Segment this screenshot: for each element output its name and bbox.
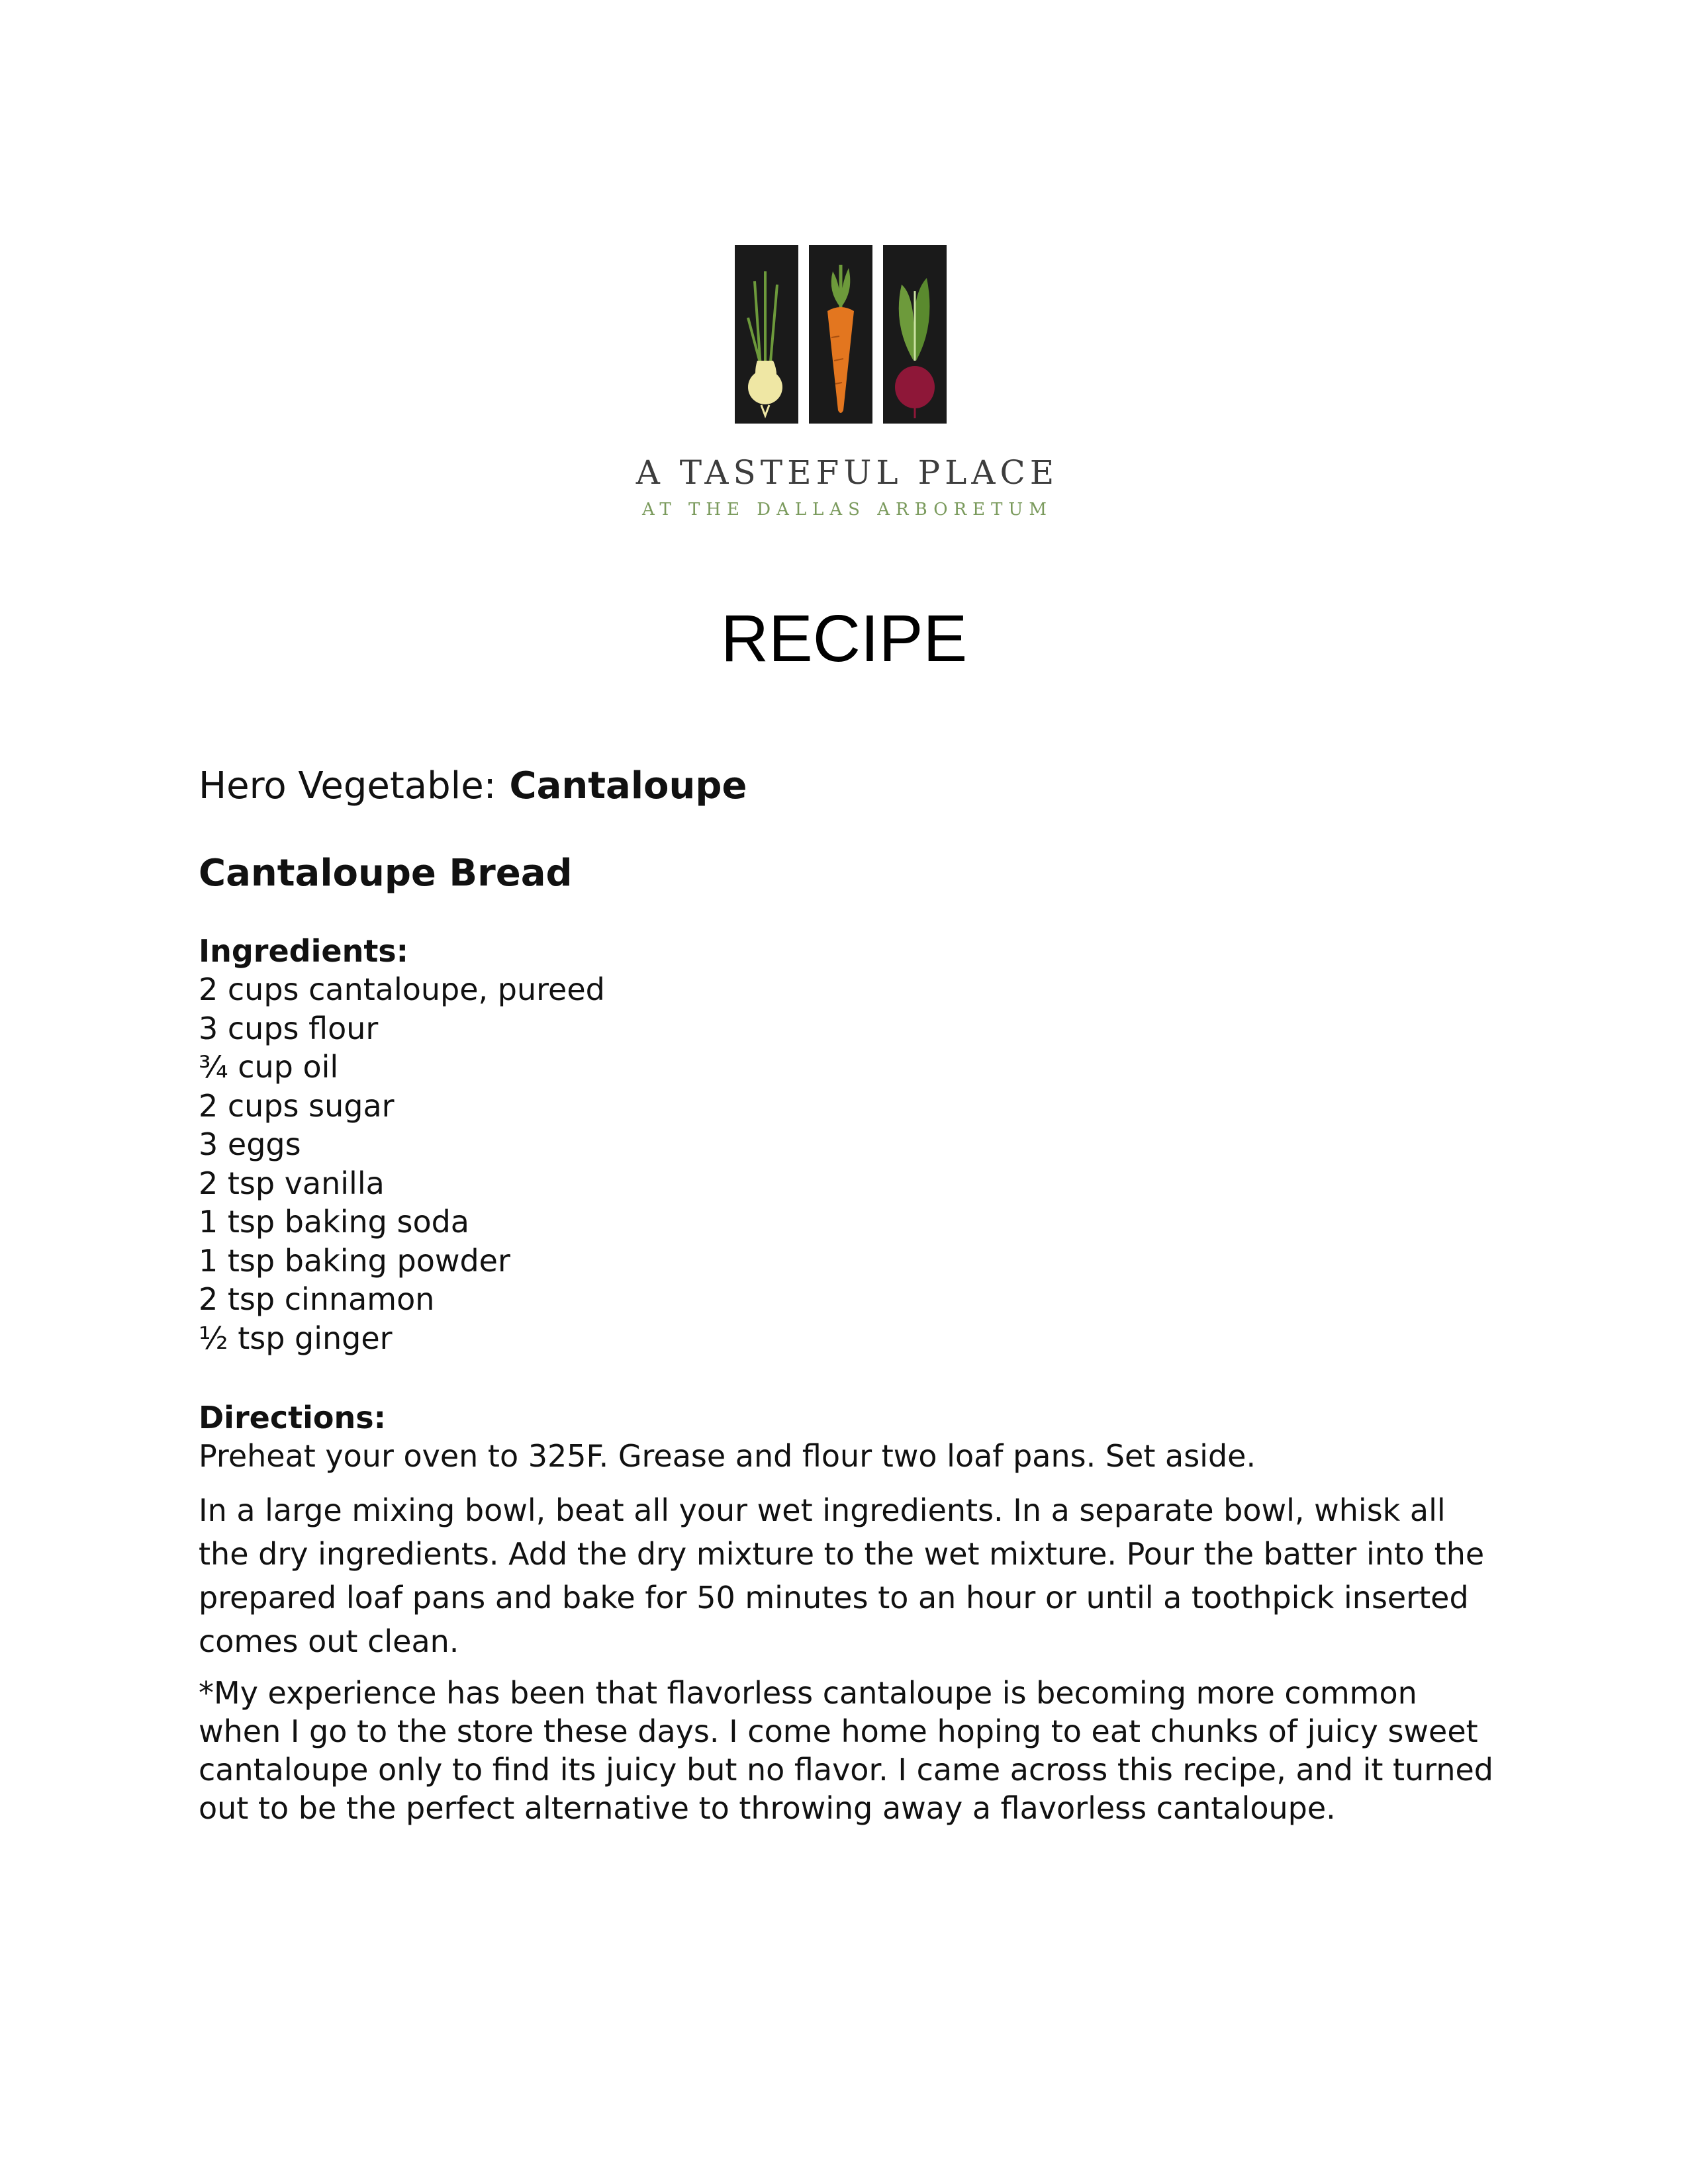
carrot-panel [809,245,872,424]
directions-section [199,1398,1496,1827]
hero-vegetable-value: Cantaloupe [509,764,747,807]
recipe-title: Cantaloupe Bread [199,852,573,895]
ingredients-label: Ingredients: [199,933,409,969]
ingredient-list [199,970,1496,1357]
ingredient-item: 2 cups cantaloupe, pureed [199,972,605,1007]
ingredient-item: ½ tsp ginger [199,1320,393,1356]
ingredient-item: 1 tsp baking soda [199,1204,469,1240]
ingredient-item: 2 cups sugar [199,1087,395,1124]
ingredient-item: 2 tsp cinnamon [199,1281,435,1317]
ingredient-item: 3 eggs [199,1126,301,1162]
recipe-content [199,760,1496,1827]
brand-logo [735,245,947,424]
ingredient-item: 3 cups flour [199,1010,379,1046]
ingredient-item: 2 tsp vanilla [199,1165,385,1201]
ingredient-item: ¾ cup oil [199,1049,339,1085]
ingredients-section [199,932,1496,1357]
direction-step-1: Preheat your oven to 325F. Grease and flour two loaf pans. Set aside. [199,1438,1256,1474]
brand-name: A TASTEFUL PLACE [635,453,1059,492]
document-heading: RECIPE [720,602,968,676]
directions-label: Directions: [199,1400,386,1435]
brand-subtitle: AT THE DALLAS ARBORETUM [642,500,1053,520]
recipe-note: *My experience has been that flavorless cantaloupe is becoming more common when I go to the store these days. I come home hoping to eat chunks of juicy sweet cantaloupe only to find its juicy but no flavor. I came across this recipe, and it turned out to be the perfect alternative to throwing away a flavorless cantaloupe. [199,1675,1493,1826]
hero-vegetable-line [199,760,1496,813]
direction-step-2: In a large mixing bowl, beat all your wet ingredients. In a separate bowl, whisk all the dry ingredients. Add the dry mixture to the wet mixture. Pour the batter into the prepared loaf pans and bake for 50 minutes to an hour or until a toothpick inserted comes out clean. [199,1492,1485,1659]
ingredient-item: 1 tsp baking powder [199,1242,510,1279]
hero-vegetable-label: Hero Vegetable: [199,764,496,807]
beet-panel [883,245,947,424]
onion-panel [735,245,798,424]
